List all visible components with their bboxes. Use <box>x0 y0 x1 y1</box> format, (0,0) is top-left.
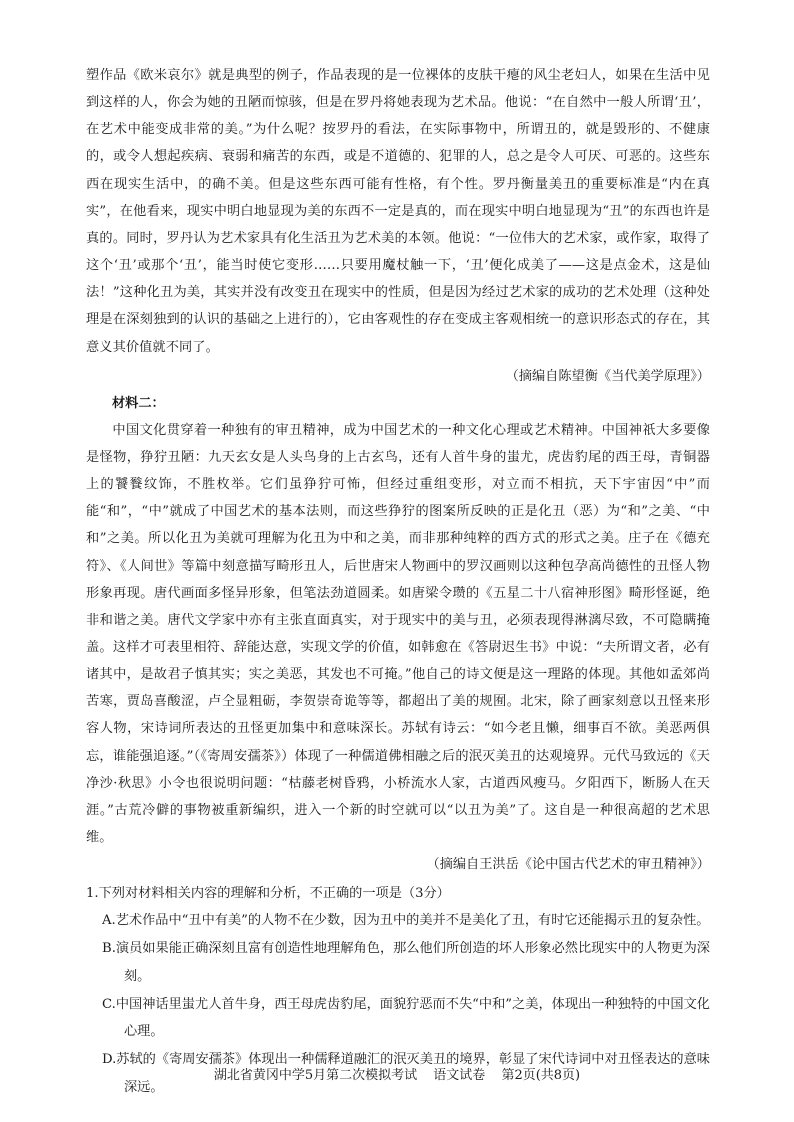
question-1-option-a: A.艺术作品中“丑中有美”的人物不在少数，因为丑中的美并不是美化了丑，有时它还能揭示丑的复杂性。 <box>102 913 710 929</box>
material-two-text: 中国文化贯穿着一种独有的审丑精神，成为中国艺术的一种文化心理或艺术精神。中国神祇大多要像是怪物，狰狞丑陋：九天玄女是人头鸟身的上古玄鸟，还有人首牛身的蚩尤，虎齿豹尾的西王母，青铜器上的饕餮纹饰，不胜枚举。它们虽狰狞可怖，但经过重组变形，对立而不相抗，天下宇宙因“中”而能“和”，“中”就成了中国艺术的基本法则，而这些狰狞的图案所反映的正是化丑（恶）为“和”之美、“中和”之美。所以化丑为美就可理解为化丑为中和之美，而非那种纯粹的西方式的形式之美。庄子在《德充符》、《人间世》等篇中刻意描写畸形丑人，后世唐宋人物画中的罗汉画则以这种包孕高尚德性的丑怪人物形象再现。唐代画面多怪异形象，但笔法劲道圆柔。如唐梁令瓒的《五星二十八宿神形图》畸形怪诞，绝非和谐之美。唐代文学家中亦有主张直面真实，对于现实中的美与丑，必须表现得淋漓尽致，不可隐瞒掩盖。这样才可表里相符、辞能达意，实现文学的价值，如韩愈在《答尉迟生书》中说：“夫所谓文者，必有诸其中，是故君子慎其实；实之美恶，其发也不可掩。”他自己的诗文便是这一理路的体现。其他如孟郊尚苦寒，贾岛喜酸涩，卢仝显粗砺，李贺崇奇诡等等，都超出了美的规囿。北宋，除了画家刻意以丑怪来形容人物，宋诗词所表达的丑怪更加集中和意味深长。苏轼有诗云：“如今老且懒，细事百不欲。美恶两俱忘，谁能强追逐。”（《寄周安孺茶》）体现了一种儒道佛相融之后的泯灭美丑的达观境界。元代马致远的《天净沙·秋思》小令也很说明问题：“枯藤老树昏鸦，小桥流水人家，古道西风瘦马。夕阳西下，断肠人在天涯。”古荒冷僻的事物被重新编织，进入一个新的时空就可以“以丑为美”了。这自是一种很高超的艺术思维。 <box>86 422 710 846</box>
question-1-option-c: C.中国神话里蚩尤人首牛身，西王母虎齿豹尾，面貌狞恶而不失“中和”之美，体现出一种独特的中国文化心理。 <box>102 996 710 1040</box>
material-one-source: （摘编自陈望衡《当代美学原理》） <box>505 368 710 384</box>
material-two-heading: 材料二： <box>112 395 165 411</box>
material-two-source: （摘编自王洪岳《论中国古代艺术的审丑精神》） <box>426 857 710 873</box>
page-footer <box>0 1066 794 1086</box>
footer-subject: 语文试卷 <box>433 1068 486 1083</box>
footer-page-number: 第2页(共8页) <box>501 1068 581 1083</box>
question-1-stem: 1.下列对材料相关内容的理解和分析，不正确的一项是（3分） <box>86 886 450 902</box>
material-one-text: 塑作品《欧米哀尔》就是典型的例子，作品表现的是一位裸体的皮肤干瘪的风尘老妇人，如果在生活中见到这样的人，你会为她的丑陋而惊骇，但是在罗丹将她表现为艺术品。他说：“在自然中一般人所谓‘丑’，在艺术中能变成非常的美。”为什么呢？按罗丹的看法，在实际事物中，所谓丑的，就是毁形的、不健康的，或令人想起疾病、衰弱和痛苦的东西，或是不道德的、犯罪的人，总之是令人可厌、可恶的。这些东西在现实生活中，的确不美。但是这些东西可能有性格，有个性。罗丹衡量美丑的重要标准是“内在真实”，在他看来，现实中明白地显现为美的东西不一定是真的，而在现实中明白地显现为“丑”的东西也许是真的。同时，罗丹认为艺术家具有化生活丑为艺术美的本领。他说：“一位伟大的艺术家，或作家，取得了这个‘丑’或那个‘丑’，能当时使它变形……只要用魔杖触一下，‘丑’便化成美了——这是点金术，这是仙法！”这种化丑为美，其实并没有改变丑在现实中的性质，但是因为经过艺术家的成功的艺术处理（这种处理是在深刻独到的认识的基础之上进行的），它由客观性的存在变成主客观相统一的意识形态式的存在，其意义其价值就不同了。 <box>86 68 710 355</box>
question-1-option-d: D.苏轼的《寄周安孺茶》体现出一种儒释道融汇的泯灭美丑的境界，彰显了宋代诗词中对丑怪表达的意味深远。 <box>102 1052 710 1095</box>
footer-exam-title: 湖北省黄冈中学5月第二次模拟考试 <box>213 1068 418 1083</box>
question-1-option-b: B.演员如果能正确深刻且富有创造性地理解角色，那么他们所创造的坏人形象必然比现实中的人物更为深刻。 <box>102 941 710 984</box>
exam-page <box>86 62 710 1102</box>
